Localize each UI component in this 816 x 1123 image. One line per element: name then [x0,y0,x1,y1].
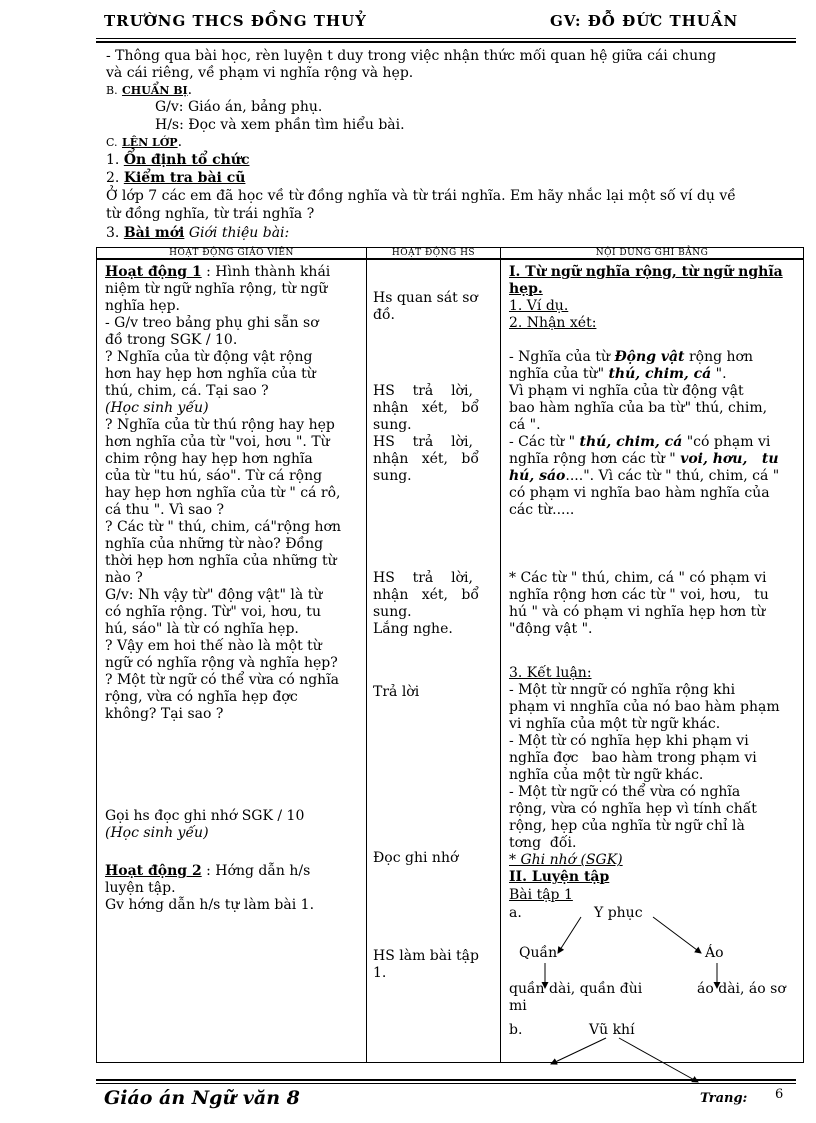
teacher-question: chim rộng hay hẹp hơn nghĩa [105,451,313,467]
content-text: có phạm vi nghĩa bao hàm nghĩa của [509,485,770,501]
col-header-teacher: HOẠT ĐỘNG GIÁO VIÊN [97,248,367,260]
content-emphasis: voi, hơu, tu [680,451,779,467]
teacher-question: không? Tại sao ? [105,706,224,722]
teacher-text: hú, sáo" là từ có nghĩa hẹp. [105,621,299,637]
node-quan: Quần [519,945,558,961]
activity-2-title: Hoạt động 2 [105,863,202,879]
arrow-vu-khi-left [551,1038,606,1064]
activity-2-desc: : Hớng dẫn h/s [201,863,311,879]
teacher-text: đồ trong SGK / 10. [105,332,238,348]
content-column [501,259,804,1062]
content-text: hú " và có phạm vi nghĩa hẹp hơn từ [509,604,766,620]
content-heading-2: II. Luyện tập [509,869,610,885]
teacher-text: nghĩa hẹp. [105,298,180,314]
content-text: tơng đối. [509,835,577,851]
prep-teacher: G/v: Giáo án, bảng phụ. [155,99,323,115]
section-b-heading: B. CHUẨN BỊ. [106,82,193,98]
step-2-num: 2. [106,170,120,186]
content-text: nghĩa của một từ ngữ khác. [509,767,704,783]
teacher-text: có nghĩa rộng. Từ" voi, hơu, tu [105,604,321,620]
content-text: vi nghĩa của một từ ngữ khác. [509,716,721,732]
quan-children: quần dài, quần đùi [509,981,643,997]
arrow-to-quan [558,917,581,953]
section-c-letter: C. [106,136,118,149]
content-text: nghĩa rộng hơn các từ " voi, hơu, tu [509,587,769,603]
col-header-content: NỘI DUNG GHI BẢNG [501,248,804,260]
student-text: nhận xét, bổ [373,587,479,603]
node-y-phuc: Y phục [594,905,643,921]
student-text: Hs quan sát sơ [373,290,478,306]
section-b-letter: B. [106,84,118,97]
content-emphasis: Động vật [614,349,685,365]
tree-connectors [501,260,804,1090]
teacher-question: rộng, vừa có nghĩa hẹp đợc [105,689,298,705]
weak-student-note: (Học sinh yếu) [105,825,209,841]
content-text: các từ..... [509,502,575,518]
student-text: Lắng nghe. [373,621,453,637]
teacher-question: ngữ có nghĩa rộng và nghĩa hẹp? [105,655,338,671]
teacher-question: cá thu ". Vì sao ? [105,502,225,518]
section-c-heading: C. LÊN LỚP. [106,134,183,150]
teacher-text: Gv hớng dẫn h/s tự làm bài 1. [105,897,315,913]
node-ao: Áo [705,945,724,961]
step-3-num: 3. [106,225,120,241]
student-text: HS trả lời, [373,383,473,399]
item-b-label: b. [509,1022,523,1038]
section-c-title: LÊN LỚP [121,136,178,149]
student-text: Trả lời [373,684,420,700]
teacher-question: hơn hay hẹp hơn nghĩa của từ [105,366,316,382]
content-text: cá ". [509,417,541,433]
step-2-title: Kiểm tra bài cũ [123,170,246,186]
content-text: Vì phạm vi nghĩa của từ động vật [509,383,744,399]
student-text: nhận xét, bổ [373,400,479,416]
memo-note: * Ghi nhớ (SGK) [509,852,623,868]
student-text: sung. [373,417,412,433]
content-text: - Các từ " [509,434,580,450]
content-text: nghĩa rộng hơn các từ " [509,451,681,467]
footer-rule [96,1079,796,1081]
content-text: rộng hơn [684,349,753,365]
student-text: sung. [373,604,412,620]
teacher-text: Gọi hs đọc ghi nhớ SGK / 10 [105,808,305,824]
content-text: ....". Vì các từ " thú, chim, cá " [565,468,780,484]
content-text: "động vật ". [509,621,593,637]
arrow-to-ao [653,917,701,953]
footer-rule-thin [96,1083,796,1084]
section-b-title: CHUẨN BỊ [122,84,188,97]
weak-student-note: (Học sinh yếu) [105,400,209,416]
teacher-text: niệm từ ngữ nghĩa rộng, từ ngữ [105,281,328,297]
teacher-question: ? Nghĩa của từ thú rộng hay hẹp [105,417,335,433]
step-1-title: Ổn định tổ chức [123,152,250,168]
ao-children: áo dài, áo sơ [697,981,786,997]
content-text: * Các từ " thú, chim, cá " có phạm vi [509,570,767,586]
review-question-1: Ở lớp 7 các em đã học về từ đồng nghĩa và từ trái nghĩa. Em hãy nhắc lại một số ví dụ về [106,188,736,204]
school-name: TRƯỜNG THCS ĐỒNG THUỶ [104,12,367,30]
teacher-question: nào ? [105,570,143,586]
student-text: 1. [373,965,387,981]
content-emphasis: thú, chim, cá [608,366,712,382]
page-label: Trang: [700,1091,748,1106]
objective-line-2: và cái riêng, về phạm vi nghĩa rộng và hẹp. [106,65,414,81]
step-2 [106,170,245,187]
content-text: nghĩa đợc bao hàm trong phạm vi [509,750,757,766]
header-rule [96,38,796,39]
prep-student: H/s: Đọc và xem phần tìm hiểu bài. [155,117,405,133]
content-emphasis: thú, chim, cá [579,434,683,450]
student-text: HS trả lời, [373,434,473,450]
page-number: 6 [775,1087,784,1102]
teacher-question: thú, chim, cá. Tại sao ? [105,383,269,399]
teacher-question: ? Vậy em hoi thế nào là một từ [105,638,322,654]
content-text: rộng, hẹp của nghĩa từ ngữ chỉ là [509,818,745,834]
teacher-question: thời hẹp hơn nghĩa của những từ [105,553,337,569]
teacher-question: nghĩa của những từ nào? Đồng [105,536,324,552]
teacher-text: G/v: Nh vậy từ" động vật" là từ [105,587,323,603]
content-text: - Nghĩa của từ [509,349,615,365]
teacher-question: của từ "tu hú, sáo". Từ cá rộng [105,468,323,484]
content-text: nghĩa của từ" [509,366,609,382]
review-question-2: từ đồng nghĩa, từ trái nghĩa ? [106,206,315,222]
activity-1-title: Hoạt động 1 [105,264,202,280]
activity-1-desc: : Hình thành khái [201,264,331,280]
teacher-question: ? Các từ " thú, chim, cá"rộng hơn [105,519,341,535]
lesson-table [96,247,804,1063]
content-text: ". [711,366,727,382]
student-text: nhận xét, bổ [373,451,479,467]
teacher-question: ? Nghĩa của từ động vật rộng [105,349,313,365]
objective-line-1: - Thông qua bài học, rèn luyện t duy trong việc nhận thức mối quan hệ giữa cái chung [106,48,717,64]
content-text: - Một từ nngữ có nghĩa rộng khi [509,682,736,698]
content-text: rộng, vừa có nghĩa hẹp vì tính chất [509,801,757,817]
teacher-question: ? Một từ ngữ có thể vừa có nghĩa [105,672,340,688]
teacher-question: hay hẹp hơn nghĩa của từ " cá rô, [105,485,341,501]
content-text: bao hàm nghĩa của ba từ" thú, chim, [509,400,768,416]
content-emphasis: hú, sáo [509,468,566,484]
content-text: - Một từ ngữ có thể vừa có nghĩa [509,784,741,800]
teacher-column [97,259,367,1062]
step-1-num: 1. [106,152,120,168]
content-text: phạm vi nnghĩa của nó bao hàm phạm [509,699,780,715]
student-column [367,259,501,1062]
teacher-name: GV: ĐỖ ĐỨC THUẦN [550,12,739,30]
step-3-intro: Giới thiệu bài: [184,225,290,241]
header-rule-thick [96,41,796,43]
col-header-student: HOẠT ĐỘNG HS [367,248,501,260]
student-text: đồ. [373,307,395,323]
content-text: "có phạm vi [682,434,771,450]
step-1 [106,152,249,169]
observation-heading: 2. Nhận xét: [509,315,597,331]
teacher-text: - G/v treo bảng phụ ghi sẵn sơ [105,315,319,331]
teacher-text: luyện tập. [105,880,176,896]
student-text: HS làm bài tập [373,948,479,964]
teacher-question: hơn nghĩa của từ "voi, hơu ". Từ [105,434,330,450]
exercise-1-heading: Bài tập 1 [509,887,573,903]
content-heading-1: I. Từ ngữ nghĩa rộng, từ ngữ nghĩa [509,264,783,280]
step-3 [106,225,289,242]
student-text: HS trả lời, [373,570,473,586]
student-text: Đọc ghi nhớ [373,850,459,866]
student-text: sung. [373,468,412,484]
step-3-title: Bài mới [123,225,185,241]
footer-title: Giáo án Ngữ văn 8 [104,1087,300,1109]
item-a-label: a. [509,905,522,921]
node-vu-khi: Vũ khí [589,1022,635,1038]
example-heading: 1. Ví dụ. [509,298,569,314]
content-heading-1-cont: hẹp. [509,281,543,297]
content-text: - Một từ có nghĩa hẹp khi phạm vi [509,733,749,749]
arrow-vu-khi-right [619,1038,698,1082]
ao-children-cont: mi [509,998,527,1014]
conclusion-heading: 3. Kết luận: [509,665,592,681]
